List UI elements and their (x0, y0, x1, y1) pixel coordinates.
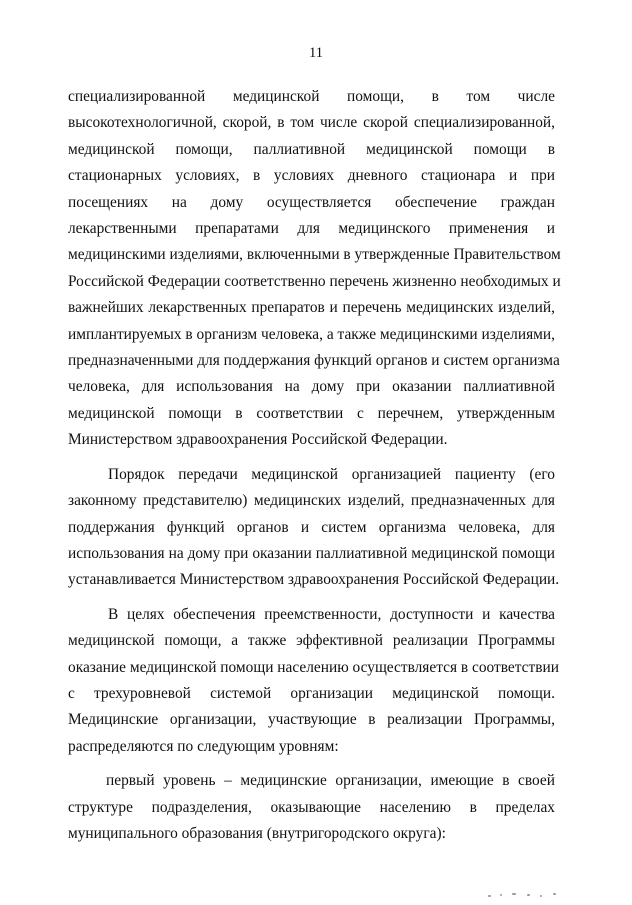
text-line: В целях обеспечения преемственности, доступности и качества (108, 605, 555, 623)
scan-speck (553, 893, 556, 895)
text-line: специализированной медицинской помощи, в том числе (68, 88, 555, 105)
text-line: медицинской помощи в соответствии с перечнем, утвержденным (68, 404, 555, 422)
text-line: человека, для использования на дому при оказании паллиативной (68, 378, 555, 396)
text-line: с трехуровневой системой организации медицинской помощи. (68, 684, 555, 702)
paragraph-gap (68, 760, 555, 768)
paragraph-4 (68, 768, 555, 847)
text-line: поддержания функций органов и систем организма человека, для (68, 518, 555, 536)
text-line: структуре подразделения, оказывающие населению в пределах (68, 798, 555, 816)
text-line: важнейших лекарственных препаратов и перечень медицинских изделий, (68, 299, 555, 317)
text-line: муниципального образования (внутригородского округа): (68, 824, 446, 842)
text-line: медицинской помощи, паллиативной медицинской помощи в (68, 140, 555, 158)
paragraph-gap (68, 594, 555, 602)
text-line: медицинскими изделиями, включенными в утвержденные Правительством (68, 246, 561, 264)
text-line: Порядок передачи медицинской организацией пациенту (его (108, 465, 555, 483)
text-line: имплантируемых в организм человека, а также медицинскими изделиями, (68, 325, 555, 343)
text-line: предназначенными для поддержания функций органов и систем организма (68, 352, 560, 370)
text-line: первый уровень – медицинские организации, имеющие в своей (106, 772, 555, 790)
page-number: 11 (309, 45, 323, 61)
document-body (68, 84, 561, 847)
scan-speck (512, 893, 516, 895)
text-line: посещениях на дому осуществляется обеспечение граждан (68, 193, 555, 211)
paragraph-gap (68, 454, 555, 462)
text-line: Министерством здравоохранения Российской Федерации. (68, 431, 448, 449)
text-line: высокотехнологичной, скорой, в том числе скорой специализированной, (68, 114, 555, 132)
scan-speck (540, 895, 542, 897)
text-line: Российской Федерации соответственно перечень жизненно необходимых и (68, 272, 561, 290)
text-line: устанавливается Министерством здравоохранения Российской Федерации. (68, 571, 560, 589)
text-line: распределяются по следующим уровням: (68, 737, 339, 755)
paragraph-1 (68, 84, 561, 454)
text-line: лекарственными препаратами для медицинского применения и (68, 220, 555, 238)
text-line: Медицинские организации, участвующие в реализации Программы, (68, 711, 555, 729)
text-line: оказание медицинской помощи населению осуществляется в соответствии (68, 658, 559, 676)
text-line: стационарных условиях, в условиях дневного стационара и при (68, 167, 555, 185)
scan-speck (500, 894, 502, 896)
text-line: медицинской помощи, а также эффективной реализации Программы (68, 632, 555, 650)
text-line: использования на дому при оказании паллиативной медицинской помощи (68, 544, 555, 562)
scan-speck (488, 895, 491, 897)
scan-speck (527, 894, 530, 896)
paragraph-3 (68, 602, 559, 760)
paragraph-2 (68, 462, 560, 594)
text-line: законному представителю) медицинских изделий, предназначенных для (68, 492, 555, 510)
